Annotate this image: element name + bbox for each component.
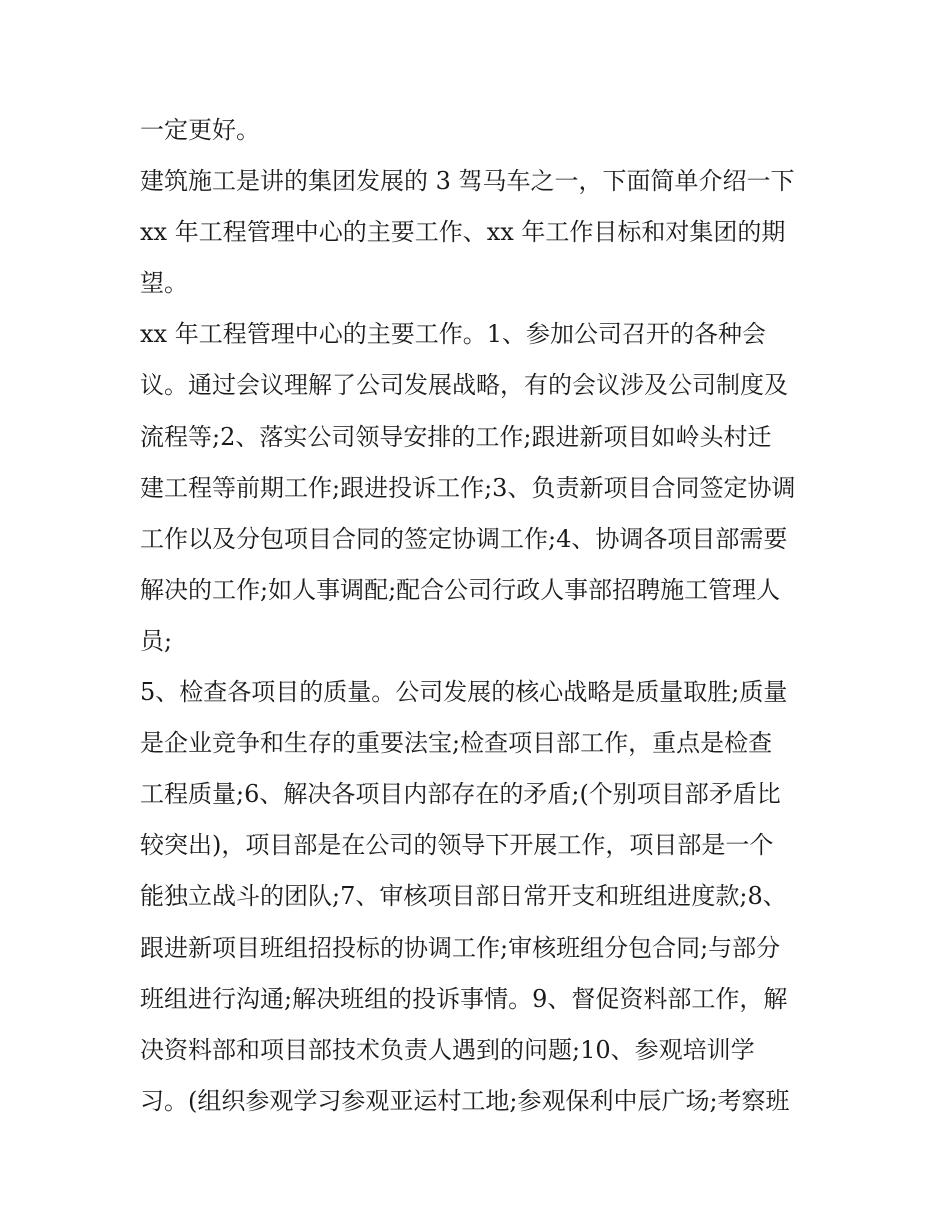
text-line: 流程等;2、落实公司领导安排的工作;跟进新项目如岭头村迁 xyxy=(140,422,772,451)
text-line: 5、检查各项目的质量。公司发展的核心战略是质量取胜;质量 xyxy=(140,678,788,707)
text-line: 决资料部和项目部技术负责人遇到的问题;10、参观培训学 xyxy=(140,1035,755,1064)
text-line: 议。通过会议理解了公司发展战略，有的会议涉及公司制度及 xyxy=(140,371,788,400)
text-line: 工作以及分包项目合同的签定协调工作;4、协调各项目部需要 xyxy=(140,524,788,553)
text-line: 望。 xyxy=(140,269,188,298)
text-line: 跟进新项目班组招投标的协调工作;审核班组分包合同;与部分 xyxy=(140,933,781,962)
text-line: xx 年工程管理中心的主要工作。1、参加公司召开的各种会 xyxy=(140,320,766,349)
text-line: 建工程等前期工作;跟进投诉工作;3、负责新项目合同签定协调 xyxy=(140,473,796,502)
text-line: 较突出)，项目部是在公司的领导下开展工作，项目部是一个 xyxy=(140,831,774,860)
text-line: 能独立战斗的团队;7、审核项目部日常开支和班组进度款;8、 xyxy=(140,882,787,911)
text-line: 班组进行沟通;解决班组的投诉事情。9、督促资料部工作，解 xyxy=(140,984,788,1013)
text-line: 员; xyxy=(140,626,173,655)
text-line: xx 年工程管理中心的主要工作、xx 年工作目标和对集团的期 xyxy=(140,218,786,247)
text-line: 是企业竞争和生存的重要法宝;检查项目部工作，重点是检查 xyxy=(140,729,773,758)
text-line: 习。(组织参观学习参观亚运村工地;参观保利中辰广场;考察班 xyxy=(140,1086,790,1115)
text-line: 工程质量;6、解决各项目内部存在的矛盾;(个别项目部矛盾比 xyxy=(140,780,781,809)
body-text xyxy=(140,108,820,1130)
text-line: 一定更好。 xyxy=(140,116,260,144)
text-line: 建筑施工是讲的集团发展的 3 驾马车之一，下面简单介绍一下 xyxy=(140,167,795,196)
text-line: 解决的工作;如人事调配;配合公司行政人事部招聘施工管理人 xyxy=(140,575,781,604)
